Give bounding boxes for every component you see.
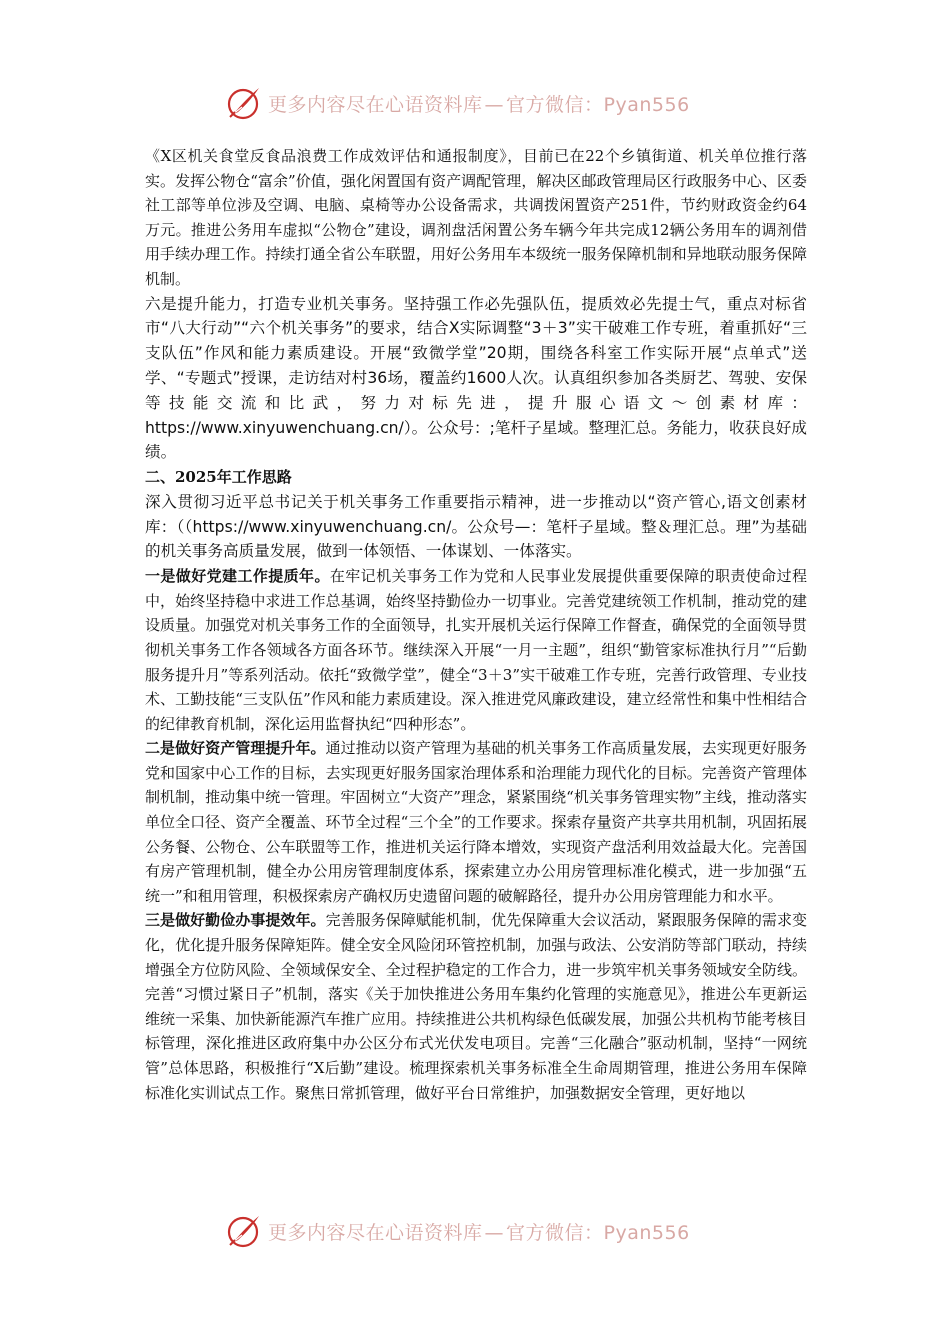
paragraph-capacity: 六是提升能力，打造专业机关事务。坚持强工作必先强队伍，提质效必先提士气，重点对标省市“八大行动”“六个机关事务”的要求，结合X实际调整“3＋3”实干破难工作专班，着重抓好“三支队伍”作风和能力素质建设。开展“致微学堂”20期，围绕各科室工作实际开展“点单式”送学、“专题式”授课，走访结对村36场，覆盖约1600人次。认真组织参加各类厨艺、驾驶、安保等技能交流和比武，努力对标先进，提升服心语文～创素材库：https://www.xinyuwenchuang.cn/）。公众号：;笔杆子星域。整理汇总。务能力，收获良好成绩。 — [145, 294, 807, 462]
section-heading-2025: 二、2025年工作思路 — [145, 468, 292, 487]
footer-watermark — [226, 1211, 746, 1251]
paragraph-party-building: 一是做好党建工作提质年。在牢记机关事务工作为党和人民事业发展提供重要保障的职责使命过程中，始终坚持稳中求进工作总基调，始终坚持勤俭办一切事业。完善党建统领工作机制，推动党的建设质量。加强党对机关事务工作的全面领导，扎实开展机关运行保障工作督查，确保党的全面领导贯彻机关事务工作各领域各方面各环节。继续深入开展“一月一主题”，组织“勤管家标准执行月”“后勤服务提升月”等系列活动。依托“致微学堂”，健全“3＋3”实干破难工作专班，完善行政管理、专业技术、工勤技能“三支队伍”作风和能力素质建设。深入推进党风廉政建设，建立经常性和集中性相结合的纪律教育机制，深化运用监督执纪“四种形态”。 — [145, 567, 807, 733]
header-watermark — [226, 83, 746, 123]
quill-logo-icon — [226, 85, 262, 121]
paragraph-frugality: 三是做好勤俭办事提效年。完善服务保障赋能机制，优先保障重大会议活动，紧跟服务保障的需求变化，优化提升服务保障矩阵。健全安全风险闭环管控机制，加强与政法、公安消防等部门联动，持续增强全方位防风险、全领域保安全、全过程护稳定的工作合力，进一步筑牢机关事务领域安全防线。完善“习惯过紧日子”机制，落实《关于加快推进公务用车集约化管理的实施意见》，推进公车更新运维统一采集、加快新能源汽车推广应用。持续推进公共机构绿色低碳发展，加强公共机构节能考核目标管理，深化推进区政府集中办公区分布式光伏发电项目。完善“三化融合”驱动机制，坚持“一网统管”总体思路，积极推行“X后勤”建设。梳理探索机关事务标准全生命周期管理，推进公务用车保障标准化实训试点工作。聚焦日常抓管理，做好平台日常维护，加强数据安全管理，更好地以 — [145, 911, 807, 1102]
watermark-text: 更多内容尽在心语资料库 — 官方微信：Pyan556 — [268, 1221, 690, 1244]
lead-asset-management: 二是做好资产管理提升年。 — [145, 739, 326, 758]
lead-party-building: 一是做好党建工作提质年。 — [145, 567, 330, 586]
paragraph-food-waste: 《X区机关食堂反食品浪费工作成效评估和通报制度》，目前已在22个乡镇街道、机关单位推行落实。发挥公物仓“富余”价值，强化闲置国有资产调配管理，解决区邮政管理局区行政服务中心、区委社工部等单位涉及空调、电脑、桌椅等办公设备需求，共调拨闲置资产251件，节约财政资金约64万元。推进公务用车虚拟“公物仓”建设，调剂盘活闲置公务车辆今年共完成12辆公务用车的调剂借用手续办理工作。持续打通全省公车联盟，用好公务用车本级统一服务保障机制和异地联动服务保障机制。 — [145, 147, 807, 288]
paragraph-asset-management: 二是做好资产管理提升年。通过推动以资产管理为基础的机关事务工作高质量发展，去实现更好服务党和国家中心工作的目标，去实现更好服务国家治理体系和治理能力现代化的目标。完善资产管理体制机制，推动集中统一管理。牢固树立“大资产”理念，紧紧围绕“机关事务管理实物”主线，推动落实单位全口径、资产全覆盖、环节全过程“三个全”的工作要求。探索存量资产共享共用机制，巩固拓展公务餐、公物仓、公车联盟等工作，推进机关运行降本增效，实现资产盘活利用效益最大化。完善国有房产管理机制，健全办公用房管理制度体系，探索建立办公用房管理标准化模式，进一步加强“五统一”和租用管理，积极探索房产确权历史遗留问题的破解路径，提升办公用房管理能力和水平。 — [145, 739, 807, 905]
lead-frugality: 三是做好勤俭办事提效年。 — [145, 911, 326, 930]
quill-logo-icon — [226, 1213, 262, 1249]
watermark-text: 更多内容尽在心语资料库 — 官方微信：Pyan556 — [268, 93, 690, 116]
paragraph-intro-2025: 深入贯彻习近平总书记关于机关事务工作重要指示精神，进一步推动以“资产管心,语文创素材库：（（https://www.xinyuwenchuang.cn/。公众号—：笔杆子星域。整＆理汇总。理”为基础的机关事务高质量发展，做到一体领悟、一体谋划、一体落实。 — [145, 492, 807, 561]
document-body — [145, 144, 807, 1105]
